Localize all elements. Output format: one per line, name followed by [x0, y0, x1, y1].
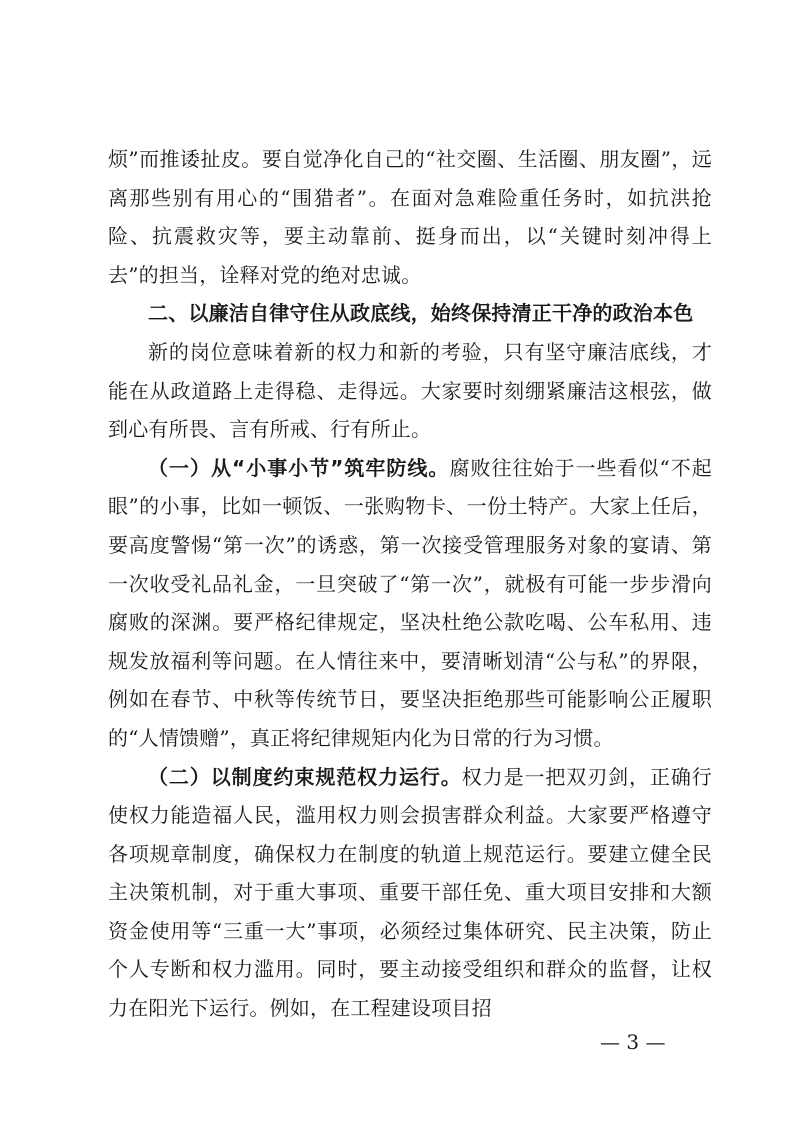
subsection-1-title: （一）从“小事小节”筑牢防线。	[148, 455, 450, 480]
paragraph-subsection-1	[108, 449, 712, 758]
subsection-2-title: （二）以制度约束规范权力运行。	[148, 764, 462, 789]
page-number: — 3 —	[600, 1030, 666, 1054]
paragraph-intro: 新的岗位意味着新的权力和新的考验，只有坚守廉洁底线，才能在从政道路上走得稳、走得远。大家要时刻绷紧廉洁这根弦，做到心有所畏、言有所戒、行有所止。	[108, 339, 712, 442]
paragraph-continuation: 烦”而推诿扯皮。要自觉净化自己的“社交圈、生活圈、朋友圈”，远离那些别有用心的“围猎者”。在面对急难险重任务时，如抗洪抢险、抗震救灾等，要主动靠前、挺身而出，以“关键时刻冲得上去”的担当，诠释对党的绝对忠诚。	[108, 147, 712, 287]
section-heading: 二、以廉洁自律守住从政底线，始终保持清正干净的政治本色	[148, 301, 694, 326]
document-body	[108, 140, 712, 1028]
paragraph-subsection-2	[108, 758, 712, 1028]
subsection-2-text: 权力是一把双刃剑，正确行使权力能造福人民，滥用权力则会损害群众利益。大家要严格遵守各项规章制度，确保权力在制度的轨道上规范运行。要建立健全民主决策机制，对于重大事项、重要干部任免、重大项目安排和大额资金使用等“三重一大”事项，必须经过集体研究、民主决策，防止个人专断和权力滥用。同时，要主动接受组织和群众的监督，让权力在阳光下运行。例如，在工程建设项目招	[108, 764, 713, 1021]
subsection-1-text: 腐败往往始于一些看似“不起眼”的小事，比如一顿饭、一张购物卡、一份土特产。大家上任后，要高度警惕“第一次”的诱惑，第一次接受管理服务对象的宴请、第一次收受礼品礼金，一旦突破了“第一次”，就极有可能一步步滑向腐败的深渊。要严格纪律规定，坚决杜绝公款吃喝、公车私用、违规发放福利等问题。在人情往来中，要清晰划清“公与私”的界限，例如在春节、中秋等传统节日，要坚决拒绝那些可能影响公正履职的“人情馈赠”，真正将纪律规矩内化为日常的行为习惯。	[108, 455, 712, 750]
